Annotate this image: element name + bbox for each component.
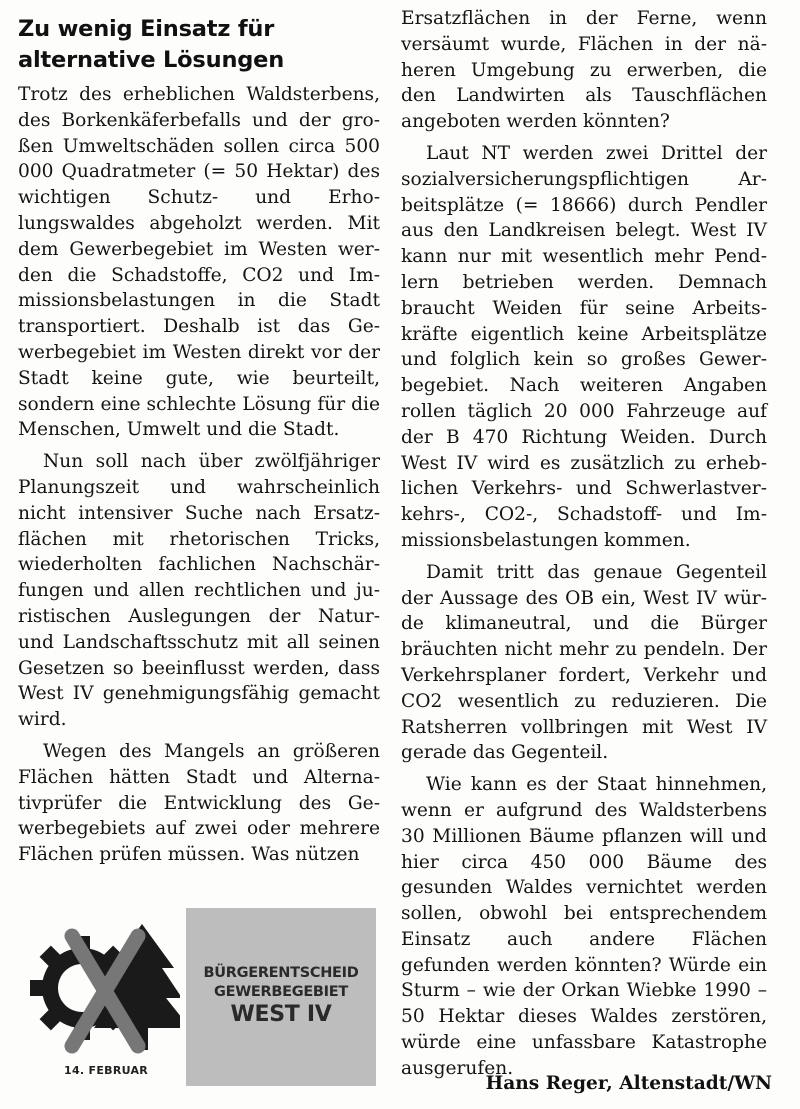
author-signature: Hans Reger, Altenstadt/WN	[485, 1073, 772, 1094]
paragraph-6: Damit tritt das genaue Gegenteil der Aussage des OB ein, West IV würde klimaneutral, und die Bürger bräuchten nicht mehr zu pendeln. Der Verkehrsplaner fordert, Verkehr und CO2 wesentlich zu reduzieren. Die Ratsherren vollbringen mit West IV gerade das Gegenteil.	[401, 561, 767, 764]
paragraph-4: Ersatzflächen in der Ferne, wenn versäumt wurde, Flächen in der näheren Umgebung zu erwerben, die den Landwirten als Tauschflächen angeboten werden könnten?	[401, 8, 767, 133]
gear-tree-logo	[30, 916, 180, 1081]
ballot-line-2: GEWERBEGEBIET	[214, 984, 348, 1000]
headline	[18, 14, 380, 76]
ballot-badge	[186, 908, 376, 1086]
logo-date: 14. FEBRUAR	[64, 1064, 149, 1077]
paragraph-1: Trotz des erheblichen Waldsterbens, des Borkenkäferbefalls und der großen Umweltschäden sollen circa 500 000 Quadratmeter (= 50 Hektar) des wichtigen Schutz- und Erholungswaldes abgeholzt werden. Mit dem Gewerbegebiet im Westen werden die Schadstoffe, CO2 und Immissionsbelastungen in die Stadt transportiert. Deshalb ist das Gewerbegebiet im Westen direkt vor der Stadt keine gute, wie beurteilt, sondern eine schlechte Lösung für die Menschen, Umwelt und die Stadt.	[18, 84, 380, 441]
paragraph-7: Wie kann es der Staat hinnehmen, wenn er aufgrund des Waldsterbens 30 Millionen Bäume pflanzen will und hier circa 450 000 Bäume des gesunden Waldes vernichtet werden sollen, obwohl bei entsprechendem Einsatz auch andere Flächen gefunden werden könnten? Würde ein Sturm – wie der Orkan Wiebke 1990 – 50 Hektar dieses Waldes zerstören, würde eine unfassbare Katastrophe ausgerufen.	[401, 774, 767, 1079]
ballot-line-3: WEST IV	[230, 1002, 332, 1027]
ballot-line-1: BÜRGERENTSCHEID	[203, 965, 359, 981]
left-column	[18, 14, 380, 868]
gear-tree-icon	[30, 916, 180, 1066]
ballot-text	[186, 964, 376, 1027]
paragraph-2: Nun soll nach über zwölfjähriger Planungszeit und wahrscheinlich nicht intensiver Suche nach Ersatzflächen mit rhetorischen Tricks, wiederholten fachlichen Nachschärfungen und allen rechtlichen und juristischen Auslegungen der Natur- und Landschaftsschutz mit all seinen Gesetzen so beeinflusst werden, dass West IV genehmigungsfähig gemacht wird.	[18, 451, 380, 731]
headline-line-2: alternative Lösungen	[18, 47, 285, 73]
paragraph-5: Laut NT werden zwei Drittel der sozialversicherungspflichtigen Arbeitsplätze (= 18666) durch Pendler aus den Landkreisen belegt. West IV kann nur mit wesentlich mehr Pendlern betrieben werden. Demnach braucht Weiden für seine Arbeitskräfte eigentlich keine Arbeitsplätze und folglich kein so großes Gewerbegebiet. Nach weiteren Angaben rollen täglich 20 000 Fahrzeuge auf der B 470 Richtung Weiden. Durch West IV wird es zusätzlich zu erheblichen Verkehrs- und Schwerlastverkehrs-, CO2-, Schadstoff- und Immissionsbelastungen kommen.	[401, 142, 767, 551]
referendum-graphic	[30, 908, 376, 1088]
headline-line-1: Zu wenig Einsatz für	[18, 16, 275, 42]
paragraph-3: Wegen des Mangels an größeren Flächen hätten Stadt und Alternativprüfer die Entwicklung des Gewerbegebiets auf zwei oder mehrere Flächen prüfen müssen. Was nützen	[18, 740, 380, 866]
right-column	[401, 6, 767, 1082]
